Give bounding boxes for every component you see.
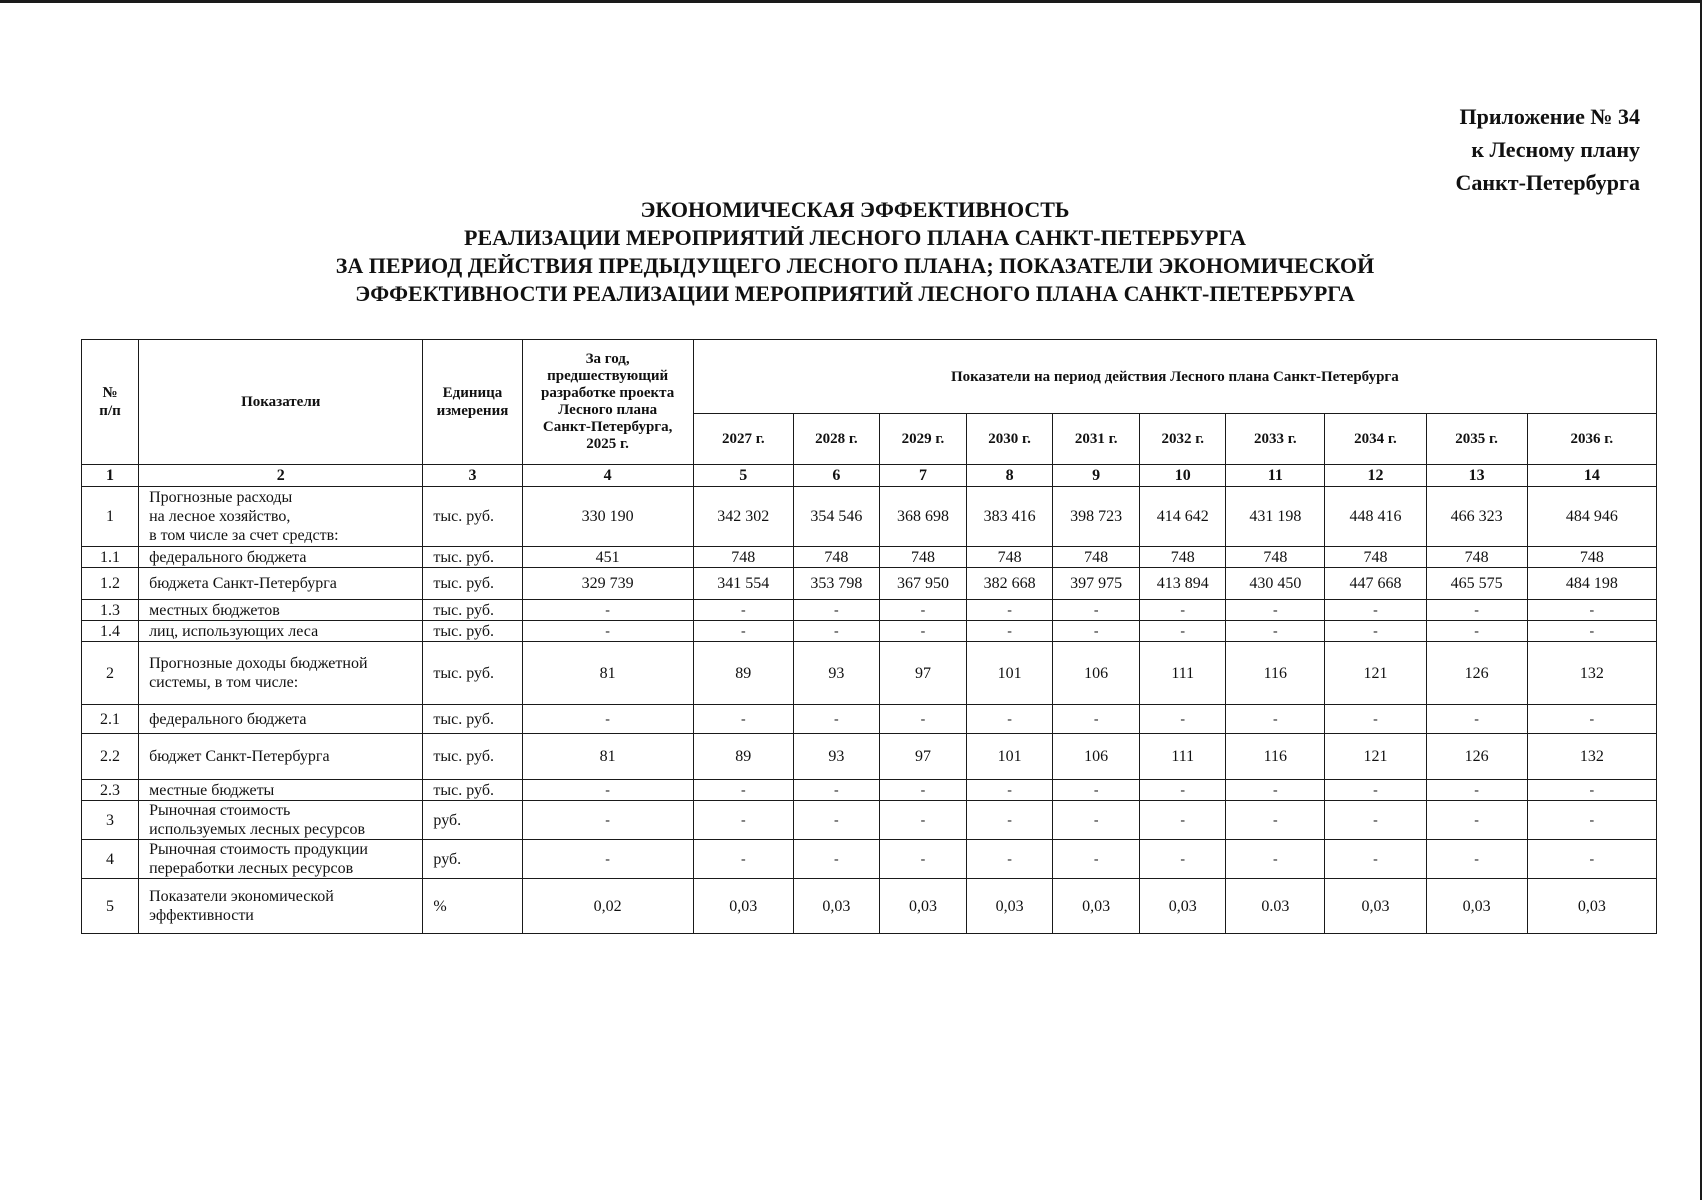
column-number: 7 [879, 465, 966, 487]
value-cell: - [522, 600, 693, 621]
title-line: ЗА ПЕРИОД ДЕЙСТВИЯ ПРЕДЫДУЩЕГО ЛЕСНОГО ПЛАНА; ПОКАЗАТЕЛИ ЭКОНОМИЧЕСКОЙ [335, 253, 1375, 278]
column-number: 4 [522, 465, 693, 487]
value-cell: - [1140, 621, 1226, 642]
unit-cell: руб. [423, 840, 522, 879]
table-row [82, 879, 1657, 934]
value-cell: 451 [522, 547, 693, 568]
value-cell: 106 [1053, 642, 1140, 705]
value-cell: 748 [967, 547, 1053, 568]
header-num: № п/п [82, 340, 139, 465]
appendix-line: к Лесному плану [1471, 137, 1640, 162]
row-number: 1.1 [82, 547, 139, 568]
unit-cell: тыс. руб. [423, 547, 522, 568]
value-cell: - [693, 801, 793, 840]
value-cell: - [967, 705, 1053, 734]
value-cell: - [879, 780, 966, 801]
header-indicator: Показатели [139, 340, 423, 465]
value-cell: 97 [879, 734, 966, 780]
column-number: 1 [82, 465, 139, 487]
header-year: 2029 г. [879, 414, 966, 465]
value-cell: - [1527, 840, 1656, 879]
value-cell: - [1140, 840, 1226, 879]
value-cell: 0.03 [1226, 879, 1325, 934]
value-cell: 748 [1527, 547, 1656, 568]
value-cell: 111 [1140, 734, 1226, 780]
value-cell: - [967, 801, 1053, 840]
indicator-name: местных бюджетов [139, 600, 423, 621]
value-cell: 89 [693, 734, 793, 780]
value-cell: - [1053, 780, 1140, 801]
table-row [82, 780, 1657, 801]
value-cell: - [1140, 801, 1226, 840]
indicator-name: лиц, использующих леса [139, 621, 423, 642]
value-cell: - [1226, 780, 1325, 801]
appendix-label [1456, 100, 1640, 199]
value-cell: - [1053, 600, 1140, 621]
value-cell: - [879, 600, 966, 621]
value-cell: - [1325, 705, 1426, 734]
value-cell: 414 642 [1140, 487, 1226, 547]
column-number: 6 [793, 465, 879, 487]
value-cell: - [1053, 621, 1140, 642]
value-cell: 448 416 [1325, 487, 1426, 547]
unit-cell: тыс. руб. [423, 734, 522, 780]
column-number: 2 [139, 465, 423, 487]
row-number: 1.4 [82, 621, 139, 642]
value-cell: 398 723 [1053, 487, 1140, 547]
indicator-name: Прогнозные доходы бюджетной системы, в том числе: [139, 642, 423, 705]
value-cell: 431 198 [1226, 487, 1325, 547]
row-number: 4 [82, 840, 139, 879]
unit-cell: тыс. руб. [423, 487, 522, 547]
value-cell: 342 302 [693, 487, 793, 547]
indicator-name: местные бюджеты [139, 780, 423, 801]
value-cell: - [793, 801, 879, 840]
value-cell: - [793, 780, 879, 801]
value-cell: 748 [1325, 547, 1426, 568]
value-cell: 382 668 [967, 568, 1053, 600]
value-cell: 81 [522, 642, 693, 705]
value-cell: - [1325, 780, 1426, 801]
value-cell: 368 698 [879, 487, 966, 547]
value-cell: 0,02 [522, 879, 693, 934]
row-number: 1.2 [82, 568, 139, 600]
indicator-name: федерального бюджета [139, 547, 423, 568]
table-row [82, 600, 1657, 621]
unit-cell: тыс. руб. [423, 705, 522, 734]
value-cell: - [1226, 840, 1325, 879]
value-cell: - [967, 621, 1053, 642]
unit-cell: % [423, 879, 522, 934]
value-cell: - [967, 600, 1053, 621]
unit-cell: тыс. руб. [423, 642, 522, 705]
title-line: РЕАЛИЗАЦИИ МЕРОПРИЯТИЙ ЛЕСНОГО ПЛАНА САНКТ-ПЕТЕРБУРГА [464, 225, 1246, 250]
value-cell: 97 [879, 642, 966, 705]
column-number: 3 [423, 465, 522, 487]
indicator-name: бюджет Санкт-Петербурга [139, 734, 423, 780]
document-title [190, 196, 1520, 308]
value-cell: - [879, 621, 966, 642]
unit-cell: тыс. руб. [423, 600, 522, 621]
value-cell: - [1325, 840, 1426, 879]
value-cell: - [1053, 801, 1140, 840]
row-number: 2.1 [82, 705, 139, 734]
header-year: 2036 г. [1527, 414, 1656, 465]
header-period: Показатели на период действия Лесного плана Санкт-Петербурга [693, 340, 1656, 414]
row-number: 1 [82, 487, 139, 547]
value-cell: - [793, 600, 879, 621]
header-year: 2035 г. [1426, 414, 1527, 465]
efficiency-table-container [81, 339, 1657, 934]
value-cell: - [522, 780, 693, 801]
value-cell: 329 739 [522, 568, 693, 600]
value-cell: 748 [793, 547, 879, 568]
value-cell: 748 [1140, 547, 1226, 568]
value-cell: - [1325, 801, 1426, 840]
appendix-line: Приложение № 34 [1459, 104, 1640, 129]
value-cell: 383 416 [967, 487, 1053, 547]
value-cell: - [1226, 621, 1325, 642]
value-cell: 101 [967, 734, 1053, 780]
header-unit: Единица измерения [423, 340, 522, 465]
column-number: 14 [1527, 465, 1656, 487]
value-cell: - [1527, 621, 1656, 642]
title-line: ЭКОНОМИЧЕСКАЯ ЭФФЕКТИВНОСТЬ [640, 197, 1070, 222]
value-cell: 111 [1140, 642, 1226, 705]
value-cell: 330 190 [522, 487, 693, 547]
value-cell: - [693, 600, 793, 621]
row-number: 3 [82, 801, 139, 840]
indicator-name: Рыночная стоимость продукции переработки лесных ресурсов [139, 840, 423, 879]
value-cell: 748 [1053, 547, 1140, 568]
row-number: 1.3 [82, 600, 139, 621]
value-cell: 0,03 [693, 879, 793, 934]
value-cell: - [693, 705, 793, 734]
value-cell: - [693, 621, 793, 642]
value-cell: 101 [967, 642, 1053, 705]
value-cell: - [693, 780, 793, 801]
value-cell: - [1426, 621, 1527, 642]
value-cell: 413 894 [1140, 568, 1226, 600]
indicator-name: Прогнозные расходы на лесное хозяйство, в том числе за счет средств: [139, 487, 423, 547]
column-number: 12 [1325, 465, 1426, 487]
value-cell: 484 198 [1527, 568, 1656, 600]
efficiency-table [81, 339, 1657, 934]
value-cell: - [879, 705, 966, 734]
table-row [82, 734, 1657, 780]
value-cell: - [522, 621, 693, 642]
header-year: 2032 г. [1140, 414, 1226, 465]
value-cell: 484 946 [1527, 487, 1656, 547]
appendix-line: Санкт-Петербурга [1455, 170, 1640, 195]
unit-cell: тыс. руб. [423, 568, 522, 600]
value-cell: 0,03 [967, 879, 1053, 934]
header-year: 2028 г. [793, 414, 879, 465]
value-cell: 93 [793, 642, 879, 705]
header-year: 2034 г. [1325, 414, 1426, 465]
value-cell: - [1325, 621, 1426, 642]
column-number: 9 [1053, 465, 1140, 487]
value-cell: 0,03 [1140, 879, 1226, 934]
value-cell: - [1053, 705, 1140, 734]
value-cell: - [1426, 801, 1527, 840]
value-cell: - [522, 705, 693, 734]
value-cell: - [1226, 705, 1325, 734]
indicator-name: бюджета Санкт-Петербурга [139, 568, 423, 600]
table-row [82, 568, 1657, 600]
column-number: 5 [693, 465, 793, 487]
table-row [82, 642, 1657, 705]
table-row [82, 487, 1657, 547]
column-number: 13 [1426, 465, 1527, 487]
value-cell: - [1426, 840, 1527, 879]
row-number: 5 [82, 879, 139, 934]
column-numbers-row [82, 465, 1657, 487]
value-cell: 132 [1527, 642, 1656, 705]
value-cell: 748 [1426, 547, 1527, 568]
title-line: ЭФФЕКТИВНОСТИ РЕАЛИЗАЦИИ МЕРОПРИЯТИЙ ЛЕСНОГО ПЛАНА САНКТ-ПЕТЕРБУРГА [355, 281, 1355, 306]
value-cell: 748 [879, 547, 966, 568]
value-cell: 0,03 [793, 879, 879, 934]
value-cell: - [1053, 840, 1140, 879]
value-cell: 0,03 [1325, 879, 1426, 934]
table-row [82, 705, 1657, 734]
header-year: 2027 г. [693, 414, 793, 465]
table-row [82, 547, 1657, 568]
indicator-name: федерального бюджета [139, 705, 423, 734]
unit-cell: тыс. руб. [423, 780, 522, 801]
value-cell: - [522, 840, 693, 879]
indicator-name: Рыночная стоимость используемых лесных ресурсов [139, 801, 423, 840]
value-cell: - [879, 840, 966, 879]
value-cell: - [522, 801, 693, 840]
value-cell: 466 323 [1426, 487, 1527, 547]
header-base-year: За год, предшествующий разработке проекта Лесного плана Санкт-Петербурга, 2025 г. [522, 340, 693, 465]
value-cell: - [1426, 705, 1527, 734]
header-year: 2030 г. [967, 414, 1053, 465]
value-cell: - [1527, 705, 1656, 734]
value-cell: - [879, 801, 966, 840]
row-number: 2.2 [82, 734, 139, 780]
value-cell: 121 [1325, 734, 1426, 780]
value-cell: 116 [1226, 734, 1325, 780]
table-row [82, 801, 1657, 840]
table-body [82, 465, 1657, 934]
value-cell: - [1426, 600, 1527, 621]
table-row [82, 840, 1657, 879]
value-cell: - [1426, 780, 1527, 801]
value-cell: 0,03 [1053, 879, 1140, 934]
value-cell: - [1527, 600, 1656, 621]
column-number: 8 [967, 465, 1053, 487]
row-number: 2 [82, 642, 139, 705]
value-cell: 465 575 [1426, 568, 1527, 600]
unit-cell: тыс. руб. [423, 621, 522, 642]
value-cell: - [1527, 780, 1656, 801]
value-cell: 447 668 [1325, 568, 1426, 600]
row-number: 2.3 [82, 780, 139, 801]
header-row-top [82, 340, 1657, 414]
indicator-name: Показатели экономической эффективности [139, 879, 423, 934]
value-cell: 341 554 [693, 568, 793, 600]
value-cell: - [1325, 600, 1426, 621]
header-year: 2033 г. [1226, 414, 1325, 465]
value-cell: - [793, 705, 879, 734]
column-number: 11 [1226, 465, 1325, 487]
value-cell: - [793, 621, 879, 642]
value-cell: - [967, 840, 1053, 879]
value-cell: - [793, 840, 879, 879]
value-cell: - [1140, 705, 1226, 734]
value-cell: 748 [1226, 547, 1325, 568]
value-cell: 353 798 [793, 568, 879, 600]
value-cell: 354 546 [793, 487, 879, 547]
value-cell: 126 [1426, 642, 1527, 705]
value-cell: 81 [522, 734, 693, 780]
table-row [82, 621, 1657, 642]
value-cell: 121 [1325, 642, 1426, 705]
column-number: 10 [1140, 465, 1226, 487]
value-cell: - [1226, 801, 1325, 840]
page-top-border [0, 0, 1702, 3]
value-cell: 126 [1426, 734, 1527, 780]
value-cell: 430 450 [1226, 568, 1325, 600]
value-cell: 89 [693, 642, 793, 705]
value-cell: 0,03 [1426, 879, 1527, 934]
value-cell: 0,03 [879, 879, 966, 934]
value-cell: - [1140, 780, 1226, 801]
value-cell: - [1140, 600, 1226, 621]
value-cell: - [1527, 801, 1656, 840]
value-cell: 116 [1226, 642, 1325, 705]
value-cell: - [1226, 600, 1325, 621]
value-cell: 748 [693, 547, 793, 568]
value-cell: 93 [793, 734, 879, 780]
value-cell: 397 975 [1053, 568, 1140, 600]
value-cell: 367 950 [879, 568, 966, 600]
value-cell: - [693, 840, 793, 879]
value-cell: 0,03 [1527, 879, 1656, 934]
value-cell: 106 [1053, 734, 1140, 780]
value-cell: - [967, 780, 1053, 801]
header-year: 2031 г. [1053, 414, 1140, 465]
value-cell: 132 [1527, 734, 1656, 780]
unit-cell: руб. [423, 801, 522, 840]
